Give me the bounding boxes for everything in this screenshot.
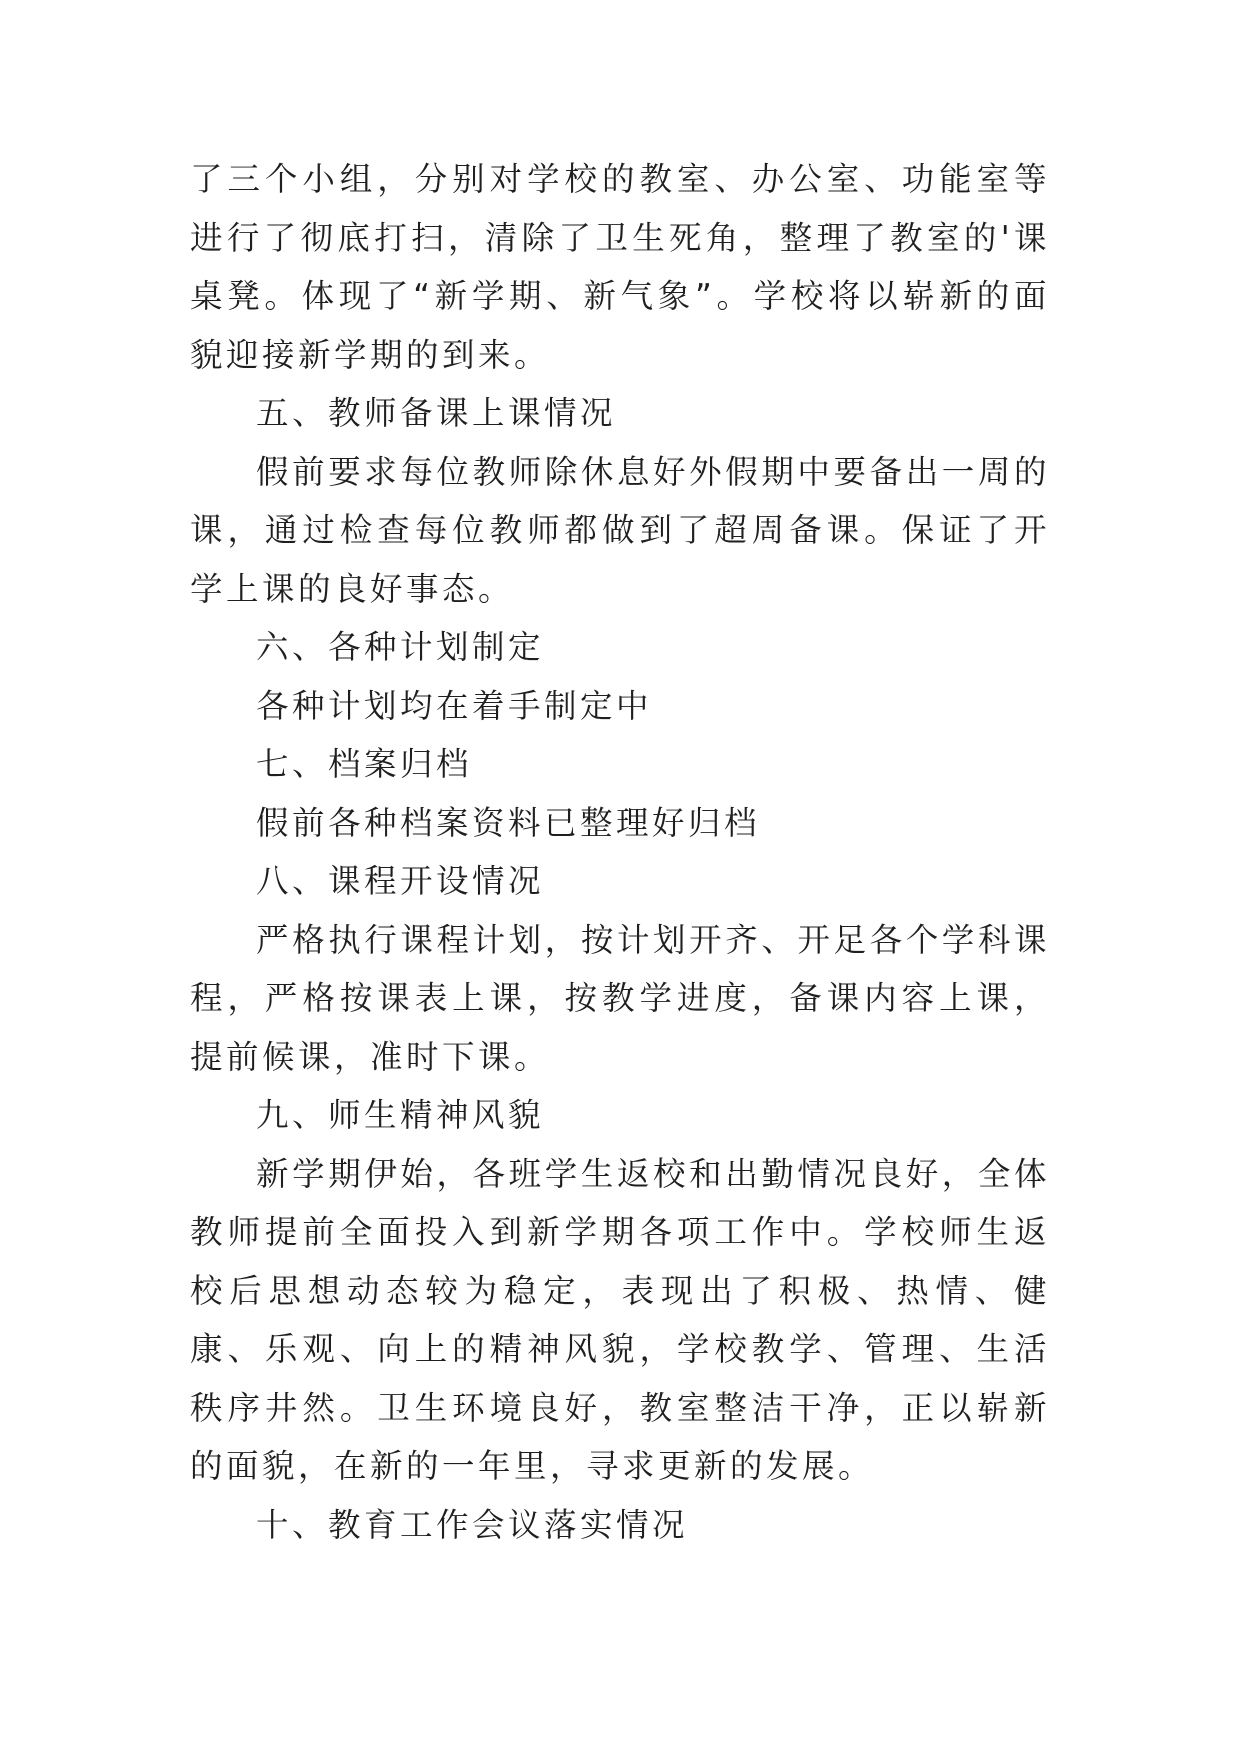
paragraph-lesson-prep: 假前要求每位教师除休息好外假期中要备出一周的课，通过检查每位教师都做到了超周备课。保证了开学上课的良好事态。 bbox=[190, 452, 1050, 608]
paragraph-cleaning-continued: 了三个小组，分别对学校的教室、办公室、功能室等进行了彻底打扫，清除了卫生死角，整理了教室的'课桌凳。体现了“新学期、新气象”。学校将以崭新的面貌迎接新学期的到来。 bbox=[190, 160, 1050, 374]
paragraph-archives: 假前各种档案资料已整理好归档 bbox=[256, 803, 761, 842]
section-heading-morale: 九、师生精神风貌 bbox=[256, 1096, 545, 1134]
paragraph-plans: 各种计划均在着手制定中 bbox=[256, 686, 653, 725]
document-body bbox=[190, 150, 1050, 1554]
paragraph-curriculum: 严格执行课程计划，按计划开齐、开足各个学科课程，严格按课表上课，按教学进度，备课内容上课，提前候课，准时下课。 bbox=[190, 920, 1050, 1076]
section-heading-curriculum: 八、课程开设情况 bbox=[256, 862, 545, 900]
paragraph-morale: 新学期伊始，各班学生返校和出勤情况良好，全体教师提前全面投入到新学期各项工作中。学校师生返校后思想动态较为稳定，表现出了积极、热情、健康、乐观、向上的精神风貌，学校教学、管理、生活秩序井然。卫生环境良好，教室整洁干净，正以崭新的面貌，在新的一年里，寻求更新的发展。 bbox=[190, 1154, 1050, 1485]
section-heading-archives: 七、档案归档 bbox=[256, 745, 473, 783]
section-heading-plans: 六、各种计划制定 bbox=[256, 628, 545, 666]
section-heading-meeting: 十、教育工作会议落实情况 bbox=[256, 1505, 689, 1544]
section-heading-lesson-prep: 五、教师备课上课情况 bbox=[256, 394, 617, 432]
